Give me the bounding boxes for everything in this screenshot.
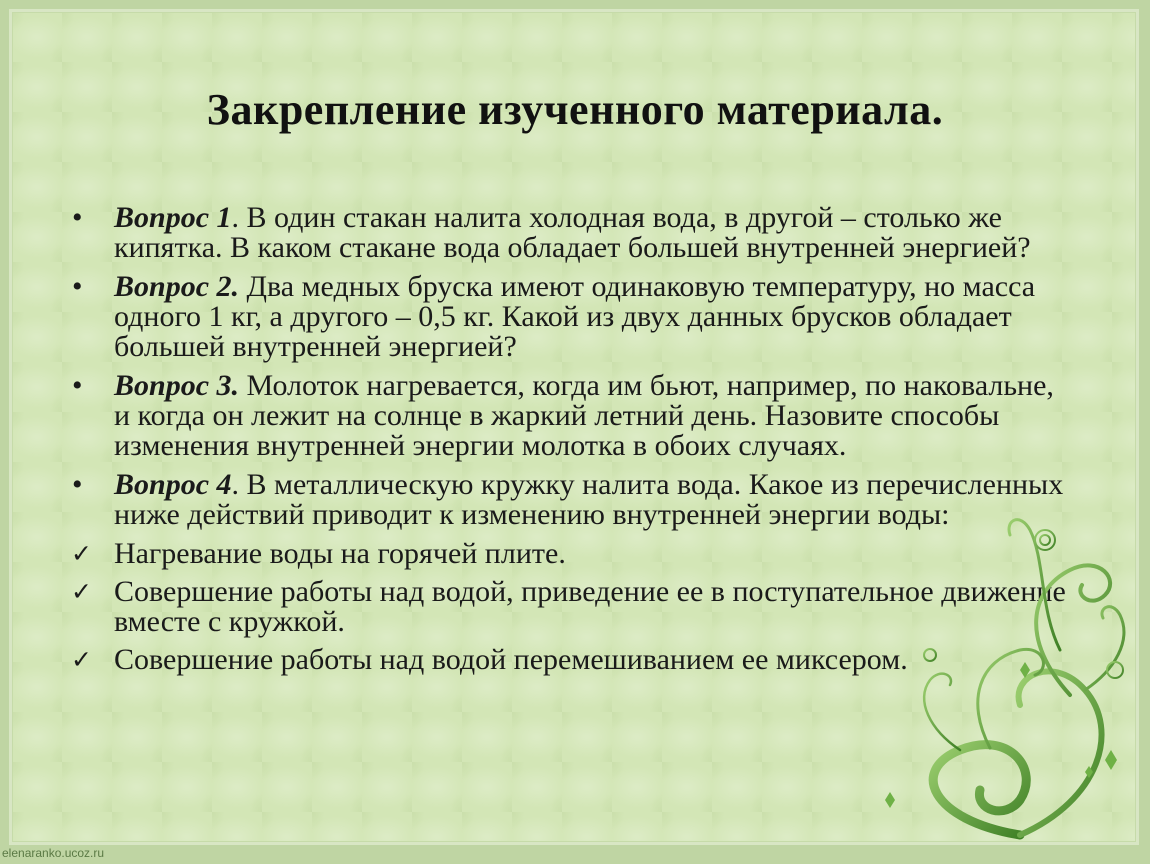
question-label: Вопрос 4: [114, 468, 232, 501]
answer-text: Нагревание воды на горячей плите.: [114, 537, 566, 570]
bullet-marker: •: [72, 270, 83, 303]
question-label: Вопрос 2.: [114, 270, 240, 303]
question-text: Молоток нагревается, когда им бьют, например, по наковальне, и когда он лежит на солнце в жаркий летний день. Назовите способы изменения внутренней энергии молотка в обоих случаях.: [114, 369, 1054, 462]
question-text: . В металлическую кружку налита вода. Какое из перечисленных ниже действий приводит к изменению внутренней энергии воды:: [114, 468, 1064, 531]
floral-swirl-icon: [870, 500, 1140, 845]
list-item-question-1: [70, 203, 1070, 263]
checkmark-icon: ✓: [71, 645, 92, 674]
checkmark-icon: ✓: [71, 577, 92, 606]
footer-watermark: elenaranko.ucoz.ru: [2, 846, 105, 860]
bullet-marker: •: [72, 369, 83, 402]
question-text: Два медных бруска имеют одинаковую температуру, но масса одного 1 кг, а другого – 0,5 кг. Какой из двух данных брусков обладает большей внутренней энергией?: [114, 270, 1036, 363]
answer-text: Совершение работы над водой перемешиванием ее миксером.: [114, 643, 908, 676]
slide-title: Закрепление изученного материала.: [206, 85, 944, 134]
question-label: Вопрос 1: [114, 201, 232, 234]
question-text: . В один стакан налита холодная вода, в другой – столько же кипятка. В каком стакане вода обладает большей внутренней энергией?: [114, 201, 1031, 264]
list-item-question-2: [70, 272, 1070, 362]
answer-text: Совершение работы над водой, приведение ее в поступательное движение вместе с кружкой.: [114, 575, 1066, 638]
bullet-marker: •: [72, 201, 83, 234]
question-label: Вопрос 3.: [114, 369, 240, 402]
checkmark-icon: ✓: [71, 539, 92, 568]
list-item-question-3: [70, 371, 1070, 461]
bullet-marker: •: [72, 468, 83, 501]
